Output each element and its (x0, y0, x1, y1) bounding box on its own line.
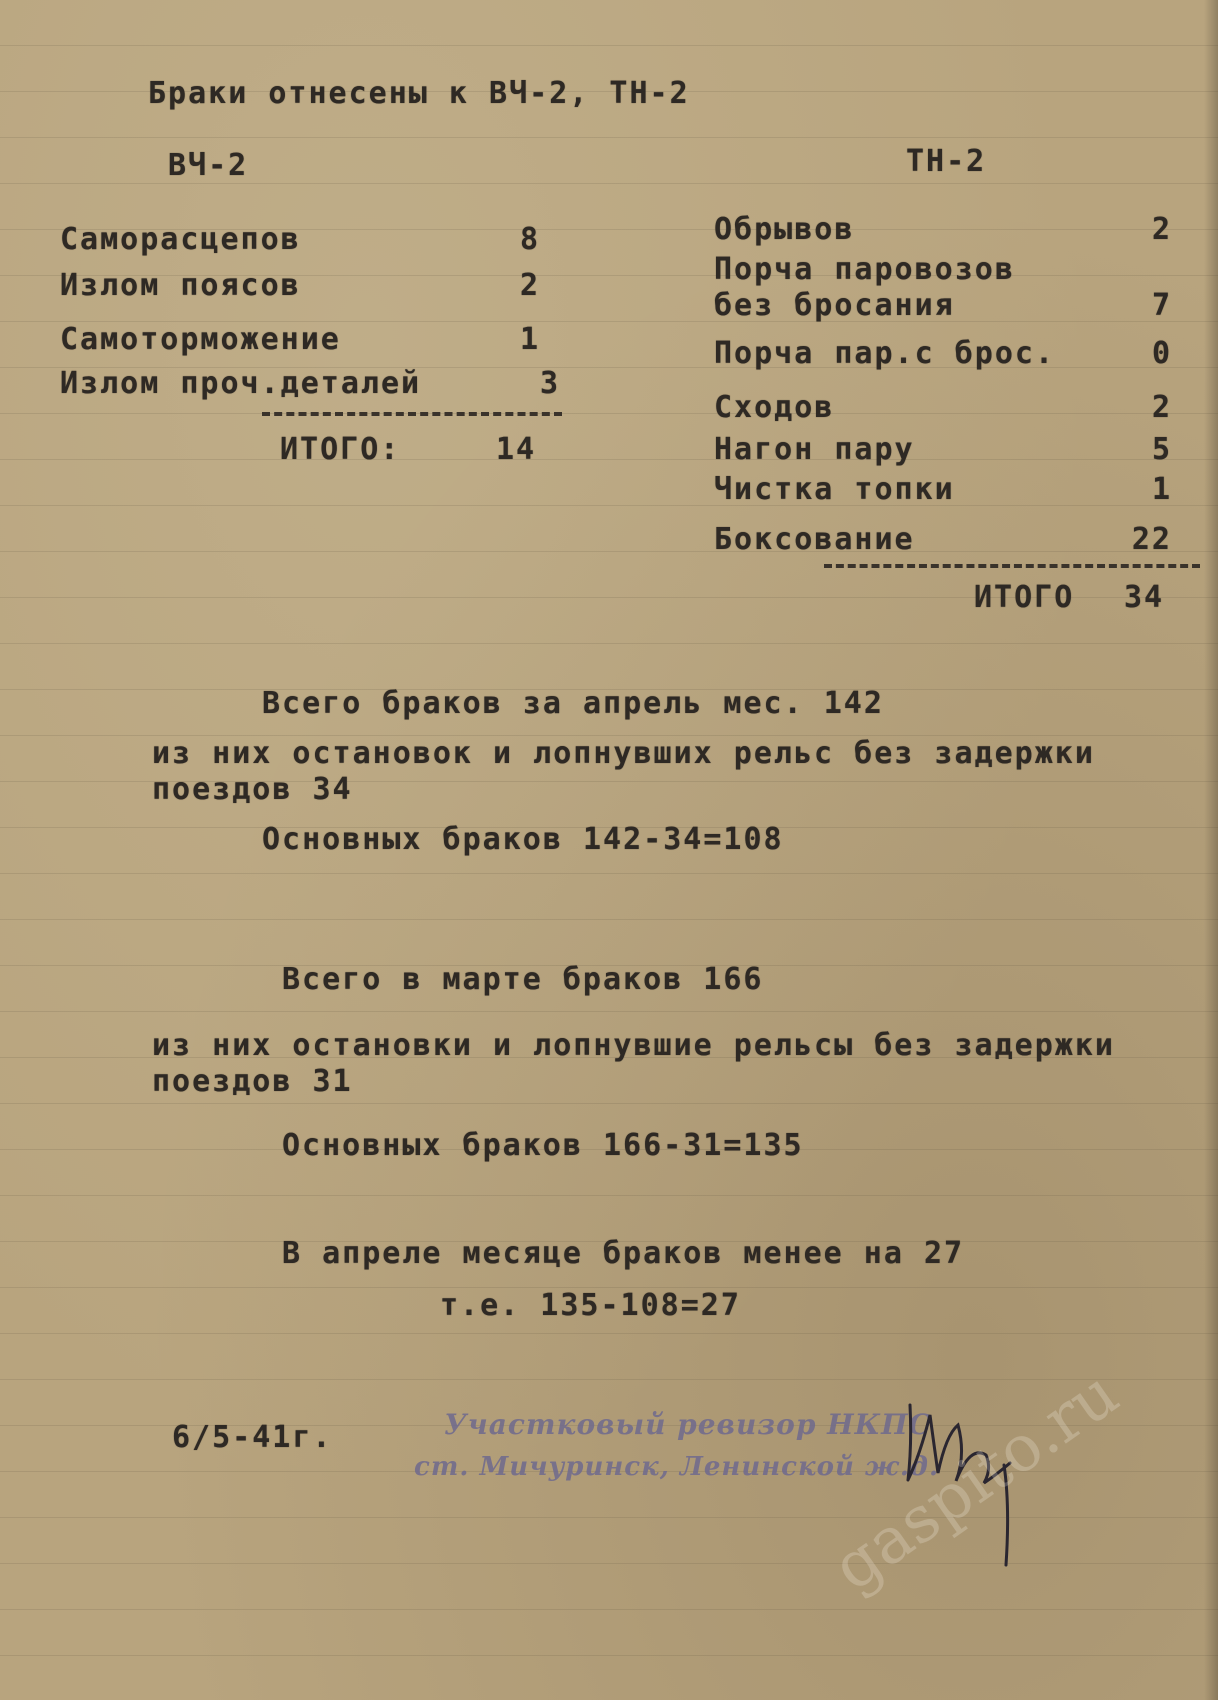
vch2-item-value: 2 (519, 268, 540, 303)
tn2-item-value: 2 (1151, 212, 1172, 247)
tn2-item-value: 1 (1151, 472, 1172, 507)
tn2-item-value: 0 (1151, 336, 1172, 371)
april-detail-line2: поездов 34 (152, 772, 353, 807)
document-title: Браки отнесены к ВЧ-2, ТН-2 (148, 76, 690, 111)
vch2-item-value: 8 (519, 222, 540, 257)
vch2-item-label: Излом проч.деталей (60, 366, 422, 401)
stamp-line1: Участковый ревизор НКПС (444, 1408, 932, 1441)
tn2-item-label: Порча паровозов (714, 252, 1015, 287)
march-detail-line1: из них остановки и лопнувшие рельсы без задержки (152, 1028, 1115, 1063)
april-detail-line1: из них остановок и лопнувших рельс без задержки (152, 736, 1095, 771)
april-total: Всего браков за апрель мес. 142 (262, 686, 884, 721)
tn2-sum-rule (824, 564, 1200, 568)
vch2-total-value: 14 (496, 432, 537, 467)
watermark: gaspito.ru (820, 1356, 1132, 1606)
vch2-sum-rule (262, 412, 562, 416)
march-total: Всего в марте браков 166 (282, 962, 764, 997)
page-edge-shadow (1204, 0, 1218, 1700)
vch2-item-label: Излом поясов (60, 268, 301, 303)
stamp-line2: ст. Мичуринск, Ленинской ж.д. (414, 1452, 940, 1482)
april-main-calc: Основных браков 142-34=108 (262, 822, 784, 857)
tn2-item-label: Нагон пару (714, 432, 915, 467)
tn2-item-label: Боксование (714, 522, 915, 557)
march-main-calc: Основных браков 166-31=135 (282, 1128, 804, 1163)
comparison-line1: В апреле месяце браков менее на 27 (282, 1236, 965, 1271)
tn2-item-label: Порча пар.с брос. (714, 336, 1056, 371)
document-date: 6/5-41г. (172, 1420, 333, 1455)
vch2-item-label: Саморасцепов (60, 222, 301, 257)
tn2-total-label: ИТОГО (974, 580, 1075, 615)
tn2-item-label: Чистка топки (714, 472, 955, 507)
tn2-item-value: 5 (1151, 432, 1172, 467)
vch2-total-label: ИТОГО: (280, 432, 401, 467)
vch2-item-label: Самоторможение (60, 322, 341, 357)
vch2-item-value: 3 (539, 366, 560, 401)
tn2-item-label: Сходов (714, 390, 835, 425)
comparison-line2: т.е. 135-108=27 (440, 1288, 741, 1323)
tn2-item-label-line2: без бросания (714, 288, 955, 323)
tn2-total-value: 34 (1124, 580, 1165, 615)
vch2-item-value: 1 (519, 322, 540, 357)
tn2-item-value: 2 (1151, 390, 1172, 425)
tn2-heading: ТН-2 (906, 144, 987, 179)
tn2-item-label: Обрывов (714, 212, 855, 247)
march-detail-line2: поездов 31 (152, 1064, 353, 1099)
tn2-item-value: 7 (1151, 288, 1172, 323)
tn2-item-value: 22 (1131, 522, 1172, 557)
vch2-heading: ВЧ-2 (168, 148, 249, 183)
